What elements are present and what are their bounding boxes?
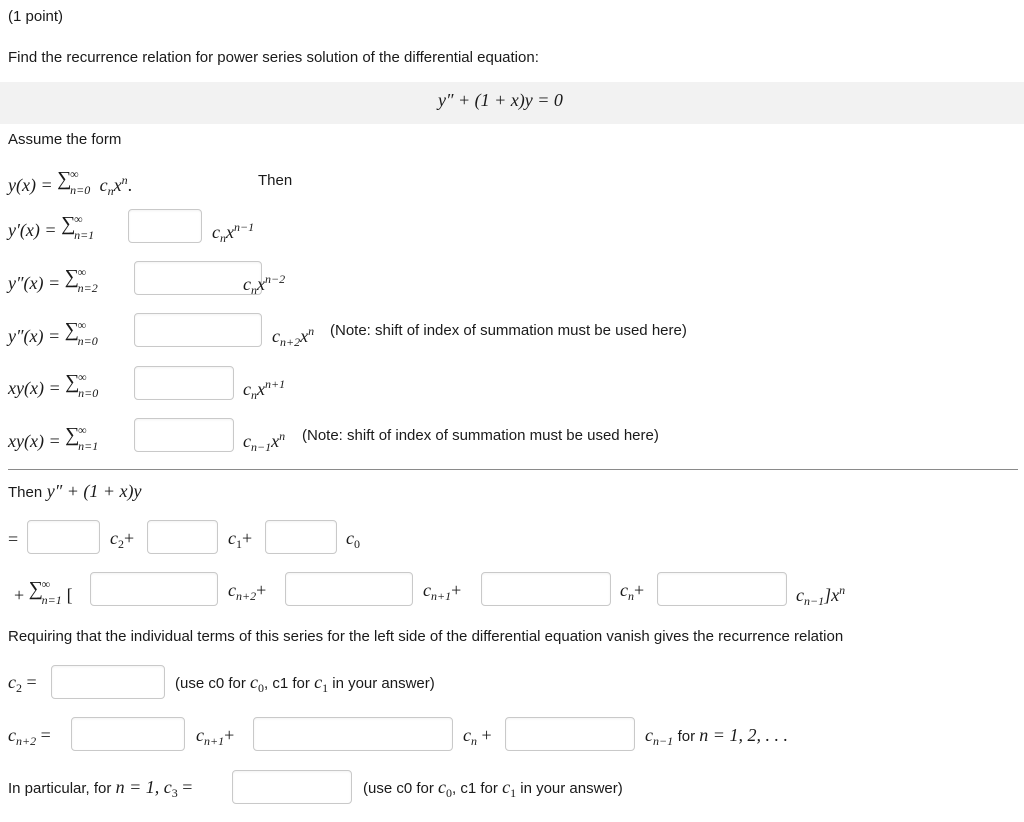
combined-heading: Then y″ + (1 + x)y (8, 481, 142, 501)
series-row (8, 265, 103, 295)
cn2-lhs: $c_{n+2}$ = (8, 725, 51, 748)
assumed-form (8, 167, 133, 200)
cn-coef-input[interactable] (481, 572, 611, 606)
form-coef-sub: n (107, 184, 114, 198)
row-lhs: xy(x) = (8, 431, 61, 451)
rec-cn1-term: $c_{n+1}+$ (196, 725, 235, 748)
row-term: $c_{n+2}x^n$ (272, 324, 315, 349)
prompt-text: Find the recurrence relation for power series solution of the differential equation: (8, 49, 539, 66)
cn1-term: $c_{n+1}+$ (423, 580, 462, 603)
cnm1-coef-input[interactable] (657, 572, 787, 606)
sum-symbol: ∑ ∞ n=0 (65, 370, 99, 400)
c3-answer-input[interactable] (232, 770, 352, 804)
row-lhs: y″(x) = (8, 273, 61, 293)
c0-coef-input[interactable] (265, 520, 337, 554)
recurrence-cn1-input[interactable] (71, 717, 185, 751)
recurrence-text: Requiring that the individual terms of this series for the left side of the differential equation vanish gives the recurrence relation (8, 628, 844, 645)
row-term: $c_nx^{n+1}$ (243, 377, 286, 402)
c2-term: $c_2+$ (110, 528, 135, 551)
sum-symbol: ∑ ∞ n=1 (65, 423, 99, 453)
row-lhs: y′(x) = (8, 220, 57, 240)
row-term: $c_nx^{n-1}$ (212, 220, 255, 245)
cn2-coef-input[interactable] (90, 572, 218, 606)
c2-hint: (use c0 for $c_0$, c1 for $c_1$ in your answer) (175, 672, 435, 695)
equals-sign: = (8, 529, 19, 549)
xy-shifted-coef-input[interactable] (134, 418, 234, 452)
c3-hint: (use c0 for $c_0$, c1 for $c_1$ in your answer) (363, 777, 623, 800)
yprime-coef-input[interactable] (128, 209, 202, 243)
series-row (8, 370, 103, 400)
c0-term: $c_0$ (346, 528, 360, 551)
row-lhs: y″(x) = (8, 326, 61, 346)
points-label: (1 point) (8, 8, 64, 25)
c2-coef-input[interactable] (27, 520, 100, 554)
series-row (8, 423, 103, 453)
cn2-term: $c_{n+2}+$ (228, 580, 267, 603)
sum-symbol: ∑ ∞ n=1 (28, 577, 62, 607)
c1-term: $c_1+$ (228, 528, 253, 551)
rec-cn-term: $c_n$ + (463, 725, 492, 748)
form-pow: n (121, 173, 128, 187)
form-lhs: y(x) = (8, 175, 53, 195)
sum-symbol: ∑ ∞ n=0 (64, 318, 98, 348)
particular-label: In particular, for n = 1, $c_3$ = (8, 777, 193, 800)
cn-term: $c_n+$ (620, 580, 645, 603)
sum-symbol: ∑ ∞ n=0 (57, 167, 91, 197)
row-term: $c_{n-1}x^n$ (243, 429, 286, 454)
ydoubleprime-shifted-coef-input[interactable] (134, 313, 262, 347)
sum-symbol: ∑ ∞ n=2 (64, 265, 98, 295)
sum-symbol: ∑ ∞ n=1 (61, 212, 95, 242)
c2-lhs: $c_2$ = (8, 672, 37, 695)
recurrence-cn-input[interactable] (253, 717, 453, 751)
section-divider (8, 469, 1018, 470)
form-coef: c (99, 175, 108, 195)
shift-note: (Note: shift of index of summation must be used here) (330, 322, 687, 339)
form-dot: . (127, 175, 133, 195)
sum-open: + ∑ ∞ n=1 [ (14, 577, 73, 607)
c2-answer-input[interactable] (51, 665, 165, 699)
c1-coef-input[interactable] (147, 520, 218, 554)
series-row (8, 318, 103, 348)
recurrence-cnm1-input[interactable] (505, 717, 635, 751)
form-var: x (113, 175, 122, 195)
rec-cnm1-term: $c_{n-1}$ for n = 1, 2, . . . (645, 725, 788, 748)
cn1-coef-input[interactable] (285, 572, 413, 606)
series-row (8, 212, 99, 242)
xy-coef-input[interactable] (134, 366, 234, 400)
row-lhs: xy(x) = (8, 378, 61, 398)
cnm1-term: $c_{n-1}]x^n$ (796, 583, 846, 608)
assume-label: Assume the form (8, 131, 122, 148)
shift-note: (Note: shift of index of summation must be used here) (302, 427, 659, 444)
main-equation (438, 91, 563, 109)
main-equation-text: y″ + (1 + x)y = 0 (438, 90, 563, 110)
then-label: Then (258, 172, 293, 189)
row-term: $c_nx^{n-2}$ (243, 272, 286, 297)
